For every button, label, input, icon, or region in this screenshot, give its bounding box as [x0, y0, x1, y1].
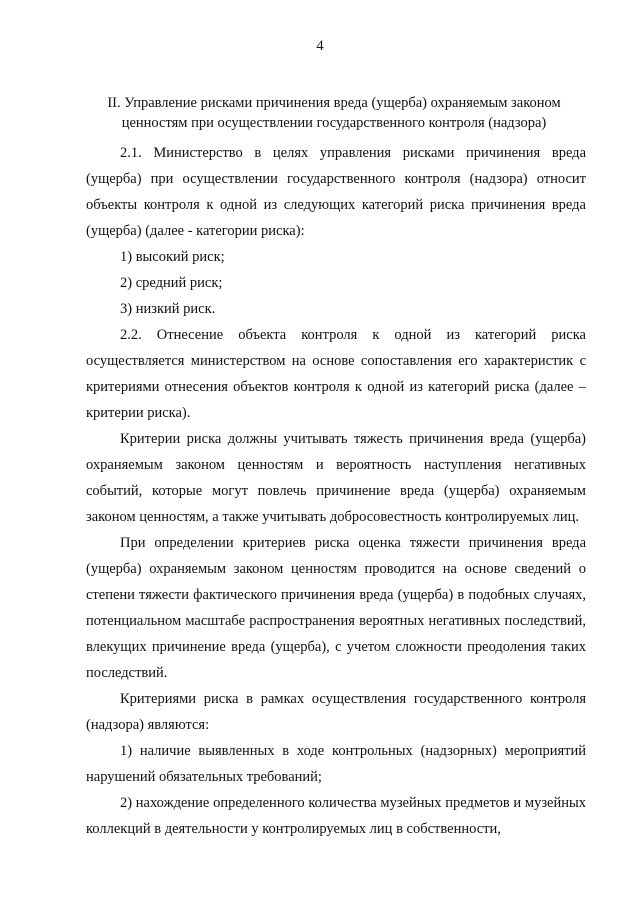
risk-category-medium: 2) средний риск;: [120, 275, 223, 291]
paragraph-2-1: 2.1. Министерство в целях управления рисками причинения вреда (ущерба) при осуществлении государственного контроля (надзора) относит объекты контроля к одной из следующих категорий риска причинения вреда (ущерба) (далее - категории риска):: [86, 145, 586, 239]
risk-category-high: 1) высокий риск;: [120, 249, 225, 265]
risk-category-low: 3) низкий риск.: [120, 301, 216, 317]
risk-criterion-1: 1) наличие выявленных в ходе контрольных (надзорных) мероприятий нарушений обязательных требований;: [86, 743, 586, 785]
page-number: 4: [316, 38, 324, 54]
paragraph-2-2: 2.2. Отнесение объекта контроля к одной из категорий риска осуществляется министерством на основе сопоставления его характеристик с критериями отнесения объектов контроля к одной из категорий риска (далее – критерии риска).: [86, 327, 586, 421]
paragraph-severity-assessment: При определении критериев риска оценка тяжести причинения вреда (ущерба) охраняемым законом ценностям проводится на основе сведений о степени тяжести фактического причинения вреда (ущерба) в подобных случаях, потенциальном масштабе распространения вероятных негативных последствий, влекущих причинение вреда (ущерба), с учетом сложности преодоления таких последствий.: [86, 535, 586, 681]
risk-criterion-2: 2) нахождение определенного количества музейных предметов и музейных коллекций в деятельности у контролируемых лиц в собственности,: [86, 795, 586, 837]
section-heading: II. Управление рисками причинения вреда (ущерба) охраняемым законом ценностям при осуществлении государственного контроля (надзора): [107, 95, 561, 131]
paragraph-risk-criteria-consideration: Критерии риска должны учитывать тяжесть причинения вреда (ущерба) охраняемым законом ценностям и вероятность наступления негативных событий, которые могут повлечь причинение вреда (ущерба) охраняемым законом ценностям, а также учитывать добросовестность контролируемых лиц.: [86, 431, 586, 525]
paragraph-risk-criteria-intro: Критериями риска в рамках осуществления государственного контроля (надзора) являются:: [86, 691, 586, 733]
document-body: [86, 140, 586, 842]
